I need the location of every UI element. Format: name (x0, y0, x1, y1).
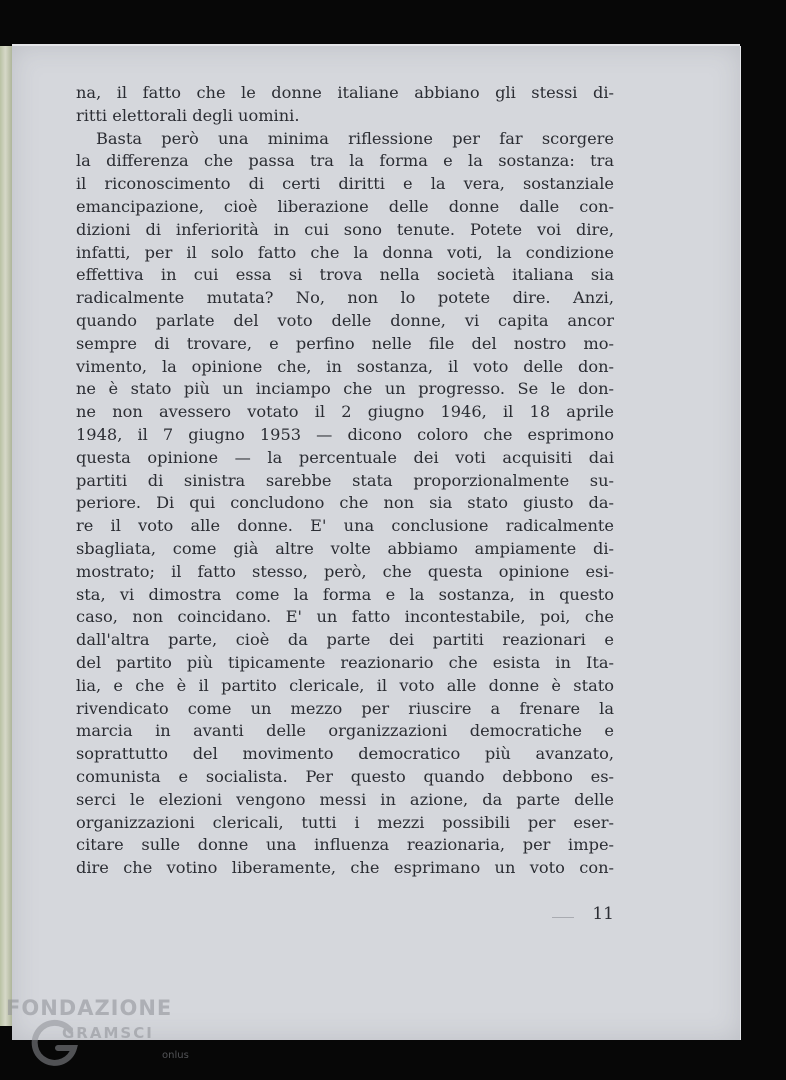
text-line: ritti elettorali degli uomini. (76, 105, 300, 125)
page-number-dash (552, 917, 574, 918)
text-line: del partito più tipicamente reazionario che esista in Ita- (76, 652, 614, 672)
text-line: re il voto alle donne. E' una conclusione radicalmente (76, 516, 614, 536)
text-line: organizzazioni clericali, tutti i mezzi possibili per eser- (76, 812, 614, 832)
text-line: periore. Di qui concludono che non sia stato giusto da- (76, 493, 614, 513)
text-line: radicalmente mutata? No, non lo potete dire. Anzi, (76, 288, 614, 308)
previous-page-edge (0, 46, 12, 1026)
watermark (4, 994, 204, 1074)
text-line: questa opinione — la percentuale dei voti acquisiti dai (76, 447, 614, 467)
text-line: lia, e che è il partito clericale, il voto alle donne è stato (76, 675, 614, 695)
body-text (76, 82, 614, 880)
text-line: dizioni di inferiorità in cui sono tenute. Potete voi dire, (76, 219, 614, 239)
text-line: dall'altra parte, cioè da parte dei partiti reazionari e (76, 630, 614, 650)
text-line: Basta però una minima riflessione per far scorgere (96, 128, 614, 148)
text-line: marcia in avanti delle organizzazioni democratiche e (76, 721, 614, 741)
text-line: effettiva in cui essa si trova nella società italiana sia (76, 265, 614, 285)
text-line: rivendicato come un mezzo per riuscire a frenare la (76, 698, 614, 718)
text-line: emancipazione, cioè liberazione delle donne dalle con- (76, 196, 614, 216)
text-line: ne non avessero votato il 2 giugno 1946, il 18 aprile (76, 402, 614, 422)
text-line: la differenza che passa tra la forma e la sostanza: tra (76, 151, 614, 171)
text-line: mostrato; il fatto stesso, però, che questa opinione esi- (76, 561, 614, 581)
text-line: sbagliata, come già altre volte abbiamo ampiamente di- (76, 538, 614, 558)
watermark-line2: GRAMSCI (62, 1024, 154, 1042)
text-line: quando parlate del voto delle donne, vi capita ancor (76, 310, 614, 330)
text-line: ne è stato più un inciampo che un progresso. Se le don- (76, 379, 614, 399)
text-line: il riconoscimento di certi diritti e la vera, sostanziale (76, 174, 614, 194)
text-line: dire che votino liberamente, che esprimano un voto con- (76, 858, 614, 878)
text-line: vimento, la opinione che, in sostanza, il voto delle don- (76, 356, 614, 376)
text-line: na, il fatto che le donne italiane abbiano gli stessi di- (76, 83, 614, 102)
text-line: caso, non coincidano. E' un fatto incontestabile, poi, che (76, 607, 614, 627)
text-line: serci le elezioni vengono messi in azione, da parte delle (76, 789, 614, 809)
text-line: infatti, per il solo fatto che la donna voti, la condizione (76, 242, 614, 262)
watermark-line3: onlus (162, 1050, 189, 1061)
text-line: citare sulle donne una influenza reazionaria, per impe- (76, 835, 614, 855)
text-line: soprattutto del movimento democratico più avanzato, (76, 744, 614, 764)
text-line: partiti di sinistra sarebbe stata proporzionalmente su- (76, 470, 614, 490)
text-line: sta, vi dimostra come la forma e la sostanza, in questo (76, 584, 614, 604)
text-line: sempre di trovare, e perfino nelle file del nostro mo- (76, 333, 614, 353)
watermark-line1: FONDAZIONE (6, 996, 173, 1020)
text-line: 1948, il 7 giugno 1953 — dicono coloro che esprimono (76, 424, 614, 444)
page-number: 11 (592, 904, 614, 924)
text-line: comunista e socialista. Per questo quando debbono es- (76, 766, 614, 786)
